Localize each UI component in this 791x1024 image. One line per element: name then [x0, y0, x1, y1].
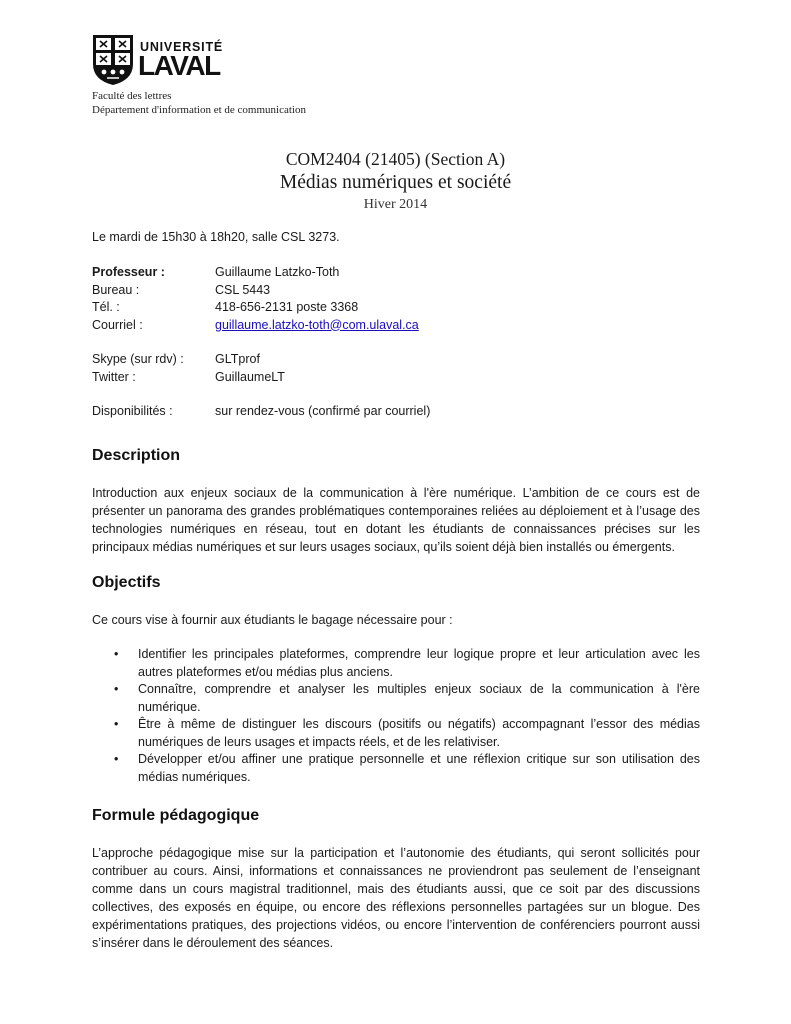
description-heading: Description [92, 447, 181, 464]
bullet-icon: • [114, 682, 119, 696]
university-crest-icon [92, 34, 134, 86]
pedagogy-heading: Formule pédagogique [92, 807, 260, 824]
logo-text-universite: UNIVERSITÉ [140, 40, 224, 54]
pedagogy-text: L’approche pédagogique mise sur la participation et l’autonomie des étudiants, qui seront sollicités pour contribuer au cours. Ainsi, informations et connaissances ne proviendront pas seulement de l’enseignant comme dans un cours magistral traditionnel, mais des étudiants aussi, que ce soit par des discussions collectives, des exposés en équipe, ou encore des réflexions personnelles partagées sur un blogue. Des expérimentations pratiques, des projections vidéos, ou encore l’intervention de conférenciers pourront aussi s’insérer dans le déroulement des séances. [92, 846, 700, 950]
availability-value: sur rendez-vous (confirmé par courriel) [215, 404, 431, 418]
course-header [0, 148, 791, 214]
logo-text-laval: LAVAL [138, 50, 220, 81]
professor-value: Guillaume Latzko-Toth [215, 265, 340, 279]
list-item [92, 646, 700, 681]
office-label: Bureau : [92, 282, 140, 297]
email-link[interactable]: guillaume.latzko-toth@com.ulaval.ca [215, 317, 419, 332]
description-text: Introduction aux enjeux sociaux de la communication à l'ère numérique. L’ambition de ce cours est de présenter un panorama des grandes problématiques contemporaines reliées au déploiement et à l’usage des technologies numériques en réseau, tout en dotant les étudiants de connaissances précises sur les principaux médias numériques et sur leurs usages sociaux, qu’ils soient déjà bien installés ou émergents. [92, 486, 700, 554]
course-code: COM2404 (21405) (Section A) [285, 149, 506, 169]
office-value: CSL 5443 [215, 282, 271, 297]
objectives-heading: Objectifs [92, 574, 161, 591]
bullet-icon: • [114, 752, 119, 766]
objective-text: Connaître, comprendre et analyser les multiples enjeux sociaux de la communication à l'ère numérique. [138, 682, 700, 714]
schedule-line: Le mardi de 15h30 à 18h20, salle CSL 3273. [92, 230, 340, 244]
twitter-label: Twitter : [92, 369, 136, 384]
faculty-name: Faculté des lettres [92, 90, 172, 102]
objective-text: Développer et/ou affiner une pratique personnelle et une réflexion critique sur son utilisation des médias numériques. [138, 752, 700, 784]
skype-value: GLTprof [215, 352, 260, 366]
course-title: Médias numériques et société [279, 172, 512, 193]
department-name: Département d'information et de communication [92, 104, 306, 116]
objectives-intro: Ce cours vise à fournir aux étudiants le bagage nécessaire pour : [92, 613, 453, 627]
objectives-list [92, 646, 700, 786]
objective-text: Identifier les principales plateformes, comprendre leur logique propre et leur articulation avec les autres plateformes et/ou médias plus anciens. [138, 647, 700, 679]
phone-label: Tél. : [92, 300, 120, 314]
list-item [92, 751, 700, 786]
email-label: Courriel : [92, 317, 143, 332]
skype-label: Skype (sur rdv) : [92, 352, 184, 366]
phone-value: 418-656-2131 poste 3368 [215, 300, 359, 314]
professor-label: Professeur : [92, 265, 165, 279]
availability-label: Disponibilités : [92, 404, 173, 418]
twitter-value: GuillaumeLT [215, 369, 285, 384]
bullet-icon: • [114, 717, 119, 731]
list-item [92, 681, 700, 716]
bullet-icon: • [114, 647, 119, 661]
course-term: Hiver 2014 [363, 197, 428, 212]
list-item [92, 716, 700, 751]
objective-text: Être à même de distinguer les discours (positifs ou négatifs) accompagnant l’essor des médias numériques de leurs usages et impacts réels, et de les relativiser. [138, 717, 700, 749]
faculty-block [92, 89, 306, 117]
university-logo [92, 34, 222, 90]
